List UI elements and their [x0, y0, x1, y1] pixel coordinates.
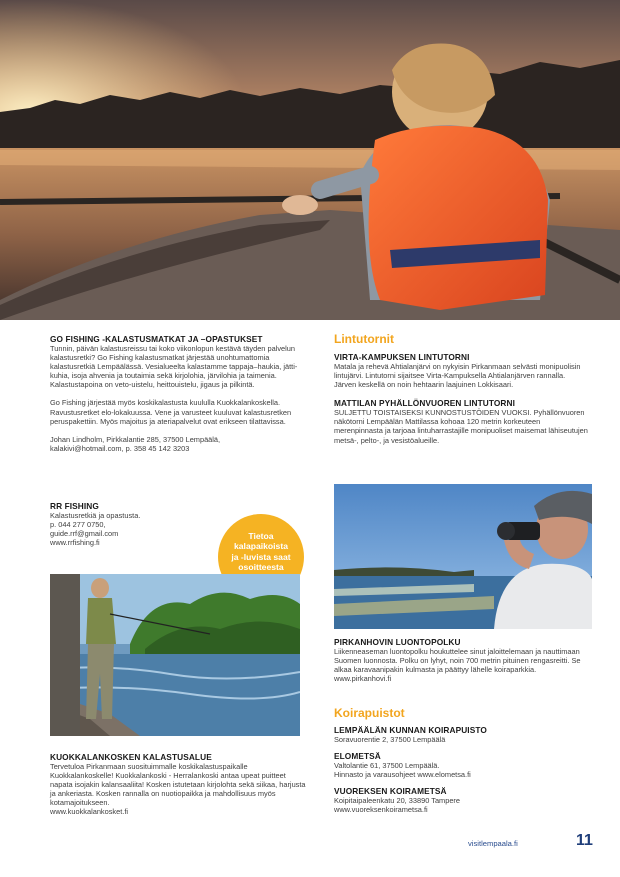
pirkanhovi-text: Liikenneaseman luontopolku houkuttelee sinut jaloittelemaan ja nauttimaan Suomen luonnosta. Polku on lyhyt, noin 700 metrin pituinen rengasreitti. Se alkaa karavaanipakin kulmasta ja päättyy lähelle koiraparkkia. www.pirkanhovi.fi — [334, 647, 581, 684]
kuokkala-section — [50, 752, 310, 817]
vuores-address: Koipitaipaleenkatu 20, 33890 Tampere — [334, 796, 461, 806]
kuokkala-text: Tervetuloa Pirkanmaan suosituimmalle koskikalastuspaikalle Kuokkalankoskelle! Kuokkalankoski - Herralankoski antaa upeat puitteet napata isojakin kalansaaliita! Kosken istutetaan kirjolohta sekä siikaa, harjusta ja ankeriasta. Kosken rannalla on nuotiopaikka ja mahdollisuus myös kotamajoitukseen. — [50, 762, 306, 808]
elometsa-address: Valtolantie 61, 37500 Lempäälä. — [334, 761, 440, 771]
rr-fishing-url[interactable]: www.rrfishing.fi — [50, 538, 100, 548]
go-fishing-text-2: Go Fishing järjestää myös koskikalastusta kuululla Kuokkalankoskella. Ravustusretket elo-lokakuussa. Vene ja varusteet kuuluvat kalastusretken peruspakettiin. Myös majoitus ja ateriapalvelut ovat erikseen tilattavissa. — [50, 398, 292, 426]
go-fishing-contact-2: kalakivi@hotmail.com, p. 358 45 142 3203 — [50, 443, 190, 453]
rr-fishing-line-1: Kalastusretkiä ja opastusta. — [50, 511, 141, 520]
hero-photo — [0, 0, 620, 320]
koirapuistot-section — [334, 706, 590, 823]
mattila-title: MATTILAN PYHÄLLÖNVUOREN LINTUTORNI — [334, 398, 516, 409]
elometsa-title: ELOMETSÄ — [334, 751, 381, 762]
rr-fishing-email[interactable]: guide.rrf@gmail.com — [50, 529, 119, 539]
kuokkala-url[interactable]: www.kuokkalankosket.fi — [50, 807, 129, 817]
go-fishing-contact-1: Johan Lindholm, Pirkkalantie 285, 37500 Lempäälä, — [50, 434, 221, 444]
badge-line-3: ja -luvista saat — [231, 551, 291, 562]
koirapuistot-heading: Koirapuistot — [334, 706, 405, 720]
page-number: 11 — [576, 832, 593, 849]
virta-title: VIRTA-KAMPUKSEN LINTUTORNI — [334, 352, 470, 362]
left-column — [50, 334, 298, 462]
fisherman-photo — [50, 574, 300, 736]
rr-fishing-phone: p. 044 277 0750, — [50, 520, 106, 530]
go-fishing-text-1: Tunnin, päivän kalastusreissu tai koko viikonlopun kestävä täyden palvelun kalastusretki? Go Fishing kalastusmatkat järjestää unohtumattomia kalastusretkiä Lempäälässä. Vesialueelta kalastamme tappaja–haukia, jätti-kuhia, isoja ahvenia ja toutaimia sekä kirjolohia, järvilohia ja taimenia. Kalastustapoina on veto-uistelu, heittouistelu, jigaus ja pilkintä. — [50, 344, 298, 390]
badge-line-4: osoitteesta — [238, 562, 284, 573]
kunnan-koirapuisto-title: LEMPÄÄLÄN KUNNAN KOIRAPUISTO — [334, 725, 487, 735]
pirkanhovi-section — [334, 637, 590, 683]
vuores-title: VUOREKSEN KOIRAMETSÄ — [334, 786, 447, 797]
go-fishing-contact — [50, 435, 298, 453]
go-fishing-section — [50, 334, 298, 389]
go-fishing-title: GO FISHING -KALASTUSMATKAT JA –OPASTUKSET — [50, 334, 263, 344]
pirkanhovi-title: PIRKANHOVIN LUONTOPOLKU — [334, 637, 461, 647]
go-fishing-section-2 — [50, 398, 298, 425]
vuores-url[interactable]: www.vuoreksenkoirametsa.fi — [334, 805, 428, 815]
lintutornit-heading: Lintutornit — [334, 332, 394, 346]
rr-fishing-title: RR FISHING — [50, 501, 99, 511]
rr-fishing-section — [50, 501, 210, 547]
virta-text: Matala ja rehevä Ahtialanjärvi on nykyisin Pirkanmaan selvästi monipuolisin lintujärvi. Lintutorni sijaitsee Virta-Kampuksella Ahtialanjärven rannalla. Järven keskellä on noin hehtaarin laajuinen Lokkisaari. — [334, 362, 581, 390]
badge-line-2: kalapaikoista — [234, 541, 288, 552]
badge-line-1: Tietoa — [248, 530, 274, 541]
lintutornit-section — [334, 332, 588, 454]
birdwatcher-photo — [334, 484, 592, 629]
footer-url[interactable]: visitlempaala.fi — [468, 839, 518, 848]
mattila-text: SULJETTU TOISTAISEKSI KUNNOSTUSTÖIDEN VUOKSI. Pyhällönvuoren näkötorni Lempäälän Mattilassa kohoaa 120 metrin korkeuteen merenpinnasta ja tarjoaa lintuharrastajille monipuoliset maisemat lähiseutujen metsä-, pelto-, ja vesistöalueille. — [334, 408, 588, 445]
elometsa-info: Hinnasto ja varausohjeet www.elometsa.fi — [334, 770, 471, 780]
kuokkala-title: KUOKKALANKOSKEN KALASTUSALUE — [50, 752, 212, 762]
kunnan-koirapuisto-address: Soravuorentie 2, 37500 Lempäälä — [334, 735, 446, 744]
